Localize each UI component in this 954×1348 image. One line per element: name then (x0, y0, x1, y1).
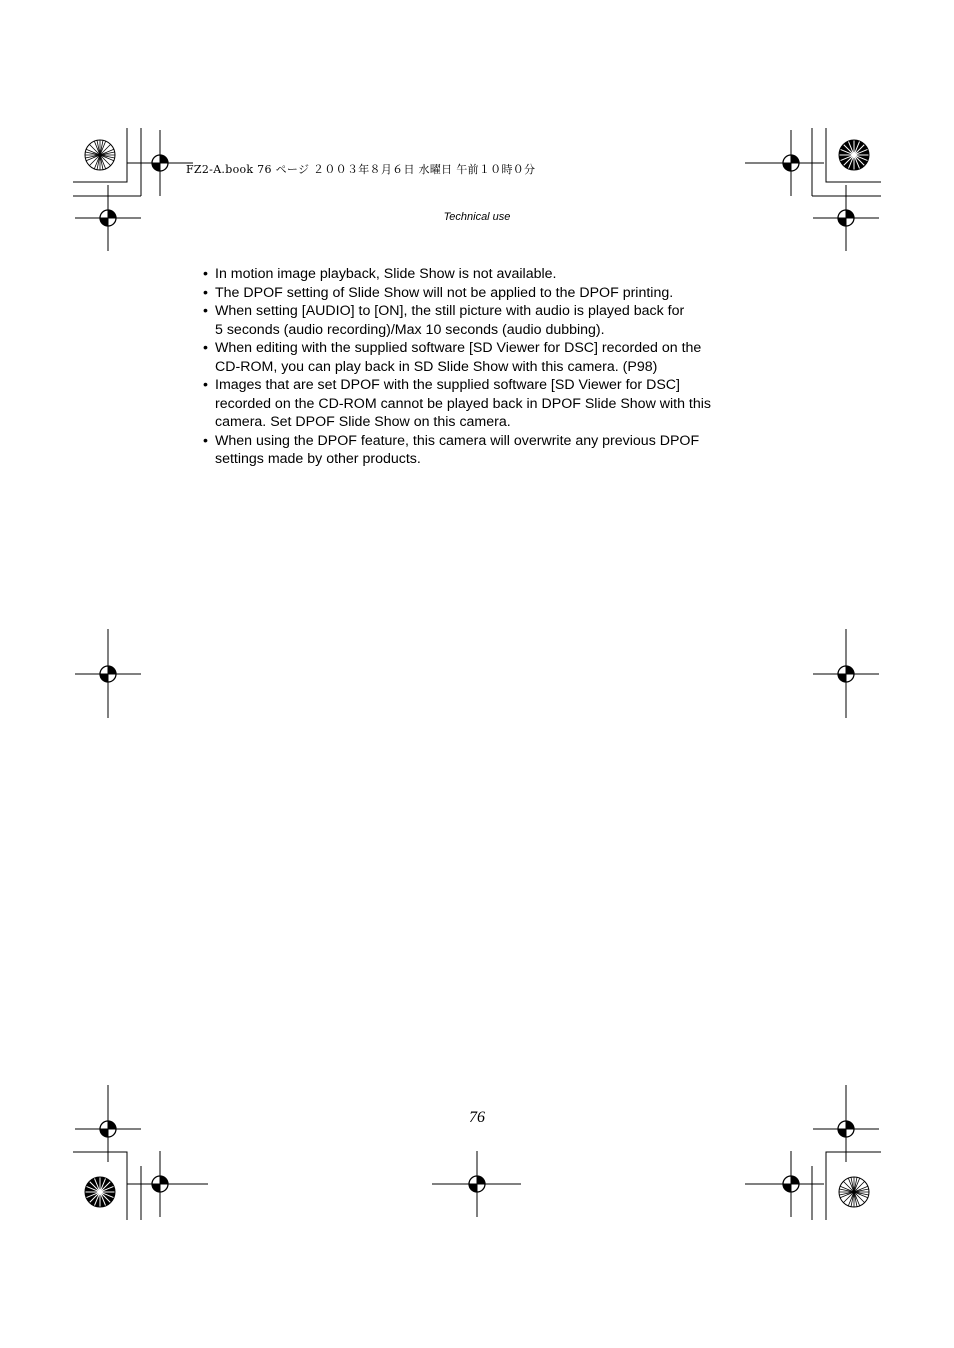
page-number: 76 (469, 1109, 485, 1126)
notes-list (203, 265, 743, 469)
bullet-icon: • (203, 284, 208, 301)
bullet-icon: • (203, 377, 208, 393)
bullet-icon: • (203, 340, 208, 356)
list-item (203, 376, 743, 432)
note-text: When setting [AUDIO] to [ON], the still picture with audio is played back for 5 seconds (audio recording)/Max 10 seconds (audio dubbing). (215, 303, 685, 338)
note-text: When editing with the supplied software [SD Viewer for DSC] recorded on the CD-ROM, you can play back in SD Slide Show with this camera. (P98) (215, 340, 702, 375)
bullet-icon: • (203, 432, 208, 449)
print-header: FZ2-A.book 76 ページ ２００３年８月６日 水曜日 午前１０時０分 (186, 163, 536, 176)
note-text: The DPOF setting of Slide Show will not be applied to the DPOF printing. (215, 284, 674, 301)
list-item (203, 302, 743, 339)
list-item (203, 432, 743, 469)
bullet-icon: • (203, 266, 208, 282)
note-text: When using the DPOF feature, this camera will overwrite any previous DPOF settings made by other products. (215, 432, 700, 467)
list-item (203, 265, 743, 284)
note-text: Images that are set DPOF with the supplied software [SD Viewer for DSC] recorded on the CD-ROM cannot be played back in DPOF Slide Show with this camera. Set DPOF Slide Show on this camera. (215, 377, 712, 430)
list-item (203, 339, 743, 376)
note-text: In motion image playback, Slide Show is not available. (215, 266, 557, 282)
bullet-icon: • (203, 303, 208, 319)
section-label: Technical use (443, 211, 511, 223)
list-item (203, 284, 743, 303)
